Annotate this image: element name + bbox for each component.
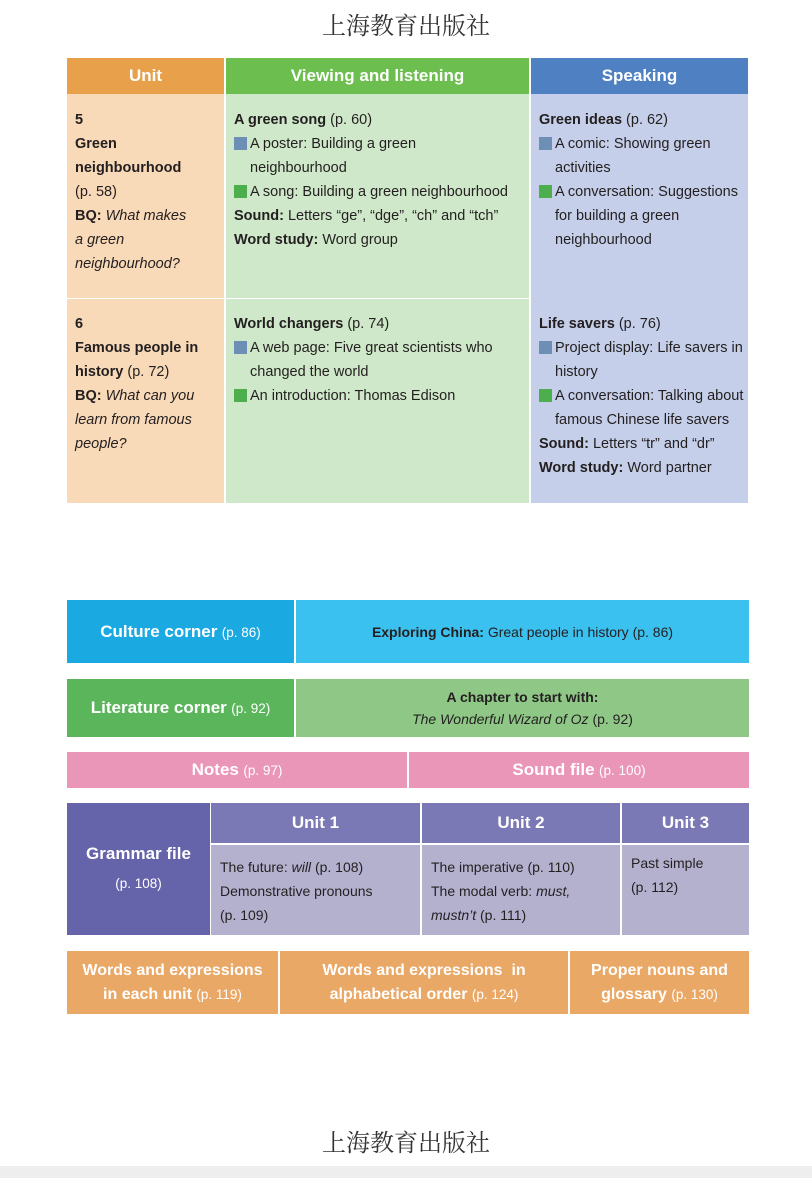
- speaking-header: Speaking: [531, 58, 748, 94]
- viewing-title: World changers: [234, 316, 344, 332]
- bq-label: BQ:: [75, 208, 102, 224]
- unit-number: 5: [75, 112, 84, 128]
- unit-page: (p. 72): [127, 364, 170, 380]
- unit-title: Famous people in history: [75, 340, 199, 380]
- viewing-page: (p. 74): [347, 316, 390, 332]
- speaking-title: Green ideas: [539, 112, 623, 128]
- speaking-page: (p. 62): [626, 112, 668, 128]
- proper-nouns-glossary: Proper nouns and glossary (p. 130): [570, 951, 749, 1014]
- word-study-label: Word study:: [539, 460, 624, 476]
- sound-text: Letters “ge”, “dge”, “ch” and “tch”: [287, 208, 499, 224]
- grammar-unit3-cell: Past simple (p. 112): [622, 845, 749, 935]
- grammar-unit1-header: Unit 1: [211, 803, 420, 843]
- sound-file-label: Sound file (p. 100): [409, 752, 749, 788]
- speaking-item: A conversation: Suggestions for building a green neighbourhood: [539, 180, 755, 252]
- viewing-item: A web page: Five great scientists who changed the world: [234, 336, 530, 384]
- culture-corner-detail: Exploring China: Great people in history (p. 86): [296, 600, 749, 663]
- speaking-page: (p. 76): [618, 316, 661, 332]
- grammar-unit3-header: Unit 3: [622, 803, 749, 843]
- unit-header: Unit: [67, 58, 224, 94]
- unit-title: Green neighbourhood: [75, 136, 182, 176]
- speaking-item: A comic: Showing green activities: [539, 132, 740, 180]
- green-square-icon: [234, 185, 247, 198]
- viewing-title: A green song: [234, 112, 327, 128]
- grammar-unit2-cell: The imperative (p. 110) The modal verb: must, mustn’t (p. 111): [422, 845, 620, 935]
- green-square-icon: [539, 389, 552, 402]
- bq-label: BQ:: [75, 388, 102, 404]
- literature-corner-detail: A chapter to start with: The Wonderful Wizard of Oz (p. 92): [296, 679, 749, 737]
- viewing-header: Viewing and listening: [226, 58, 529, 94]
- publisher-footer: 上海教育出版社: [322, 1129, 490, 1157]
- culture-corner-label: Culture corner (p. 86): [67, 600, 294, 663]
- unit-5-cell: [67, 100, 224, 284]
- bottom-band: [0, 1166, 812, 1178]
- sound-label: Sound:: [539, 436, 589, 452]
- word-study-text: Word partner: [627, 460, 712, 476]
- publisher-header: 上海教育出版社: [322, 12, 490, 40]
- literature-corner-label: Literature corner (p. 92): [67, 679, 294, 737]
- blue-square-icon: [539, 137, 552, 150]
- word-study-text: Word group: [322, 232, 398, 248]
- viewing-item: A poster: Building a green neighbourhood: [234, 132, 480, 180]
- bq-text: What can you learn from famous people?: [75, 388, 195, 452]
- grammar-unit1-cell: The future: will (p. 108) Demonstrative pronouns (p. 109): [211, 845, 420, 935]
- viewing-item: A song: Building a green neighbourhood: [234, 180, 521, 204]
- words-in-each-unit: Words and expressions in each unit (p. 119): [67, 951, 278, 1014]
- viewing-unit-6-cell: [226, 304, 529, 416]
- speaking-item: A conversation: Talking about famous Chinese life savers: [539, 384, 755, 432]
- viewing-page: (p. 60): [330, 112, 373, 128]
- sound-text: Letters “tr” and “dr”: [592, 436, 715, 452]
- viewing-item: An introduction: Thomas Edison: [234, 384, 521, 408]
- speaking-unit-5-cell: [531, 100, 748, 260]
- grammar-unit2-header: Unit 2: [422, 803, 620, 843]
- word-study-label: Word study:: [234, 232, 319, 248]
- unit-page: (p. 58): [75, 184, 117, 200]
- viewing-unit-5-cell: [226, 100, 529, 260]
- bq-text: What makes a green neighbourhood?: [75, 208, 187, 272]
- speaking-item: Project display: Life savers in history: [539, 336, 755, 384]
- sound-label: Sound:: [234, 208, 284, 224]
- blue-square-icon: [539, 341, 552, 354]
- green-square-icon: [539, 185, 552, 198]
- words-alphabetical-order: Words and expressions in alphabetical order (p. 124): [280, 951, 568, 1014]
- speaking-unit-6-cell: [531, 304, 748, 488]
- contents-table: [67, 58, 748, 503]
- grammar-file-label: Grammar file (p. 108): [67, 803, 210, 935]
- blue-square-icon: [234, 341, 247, 354]
- unit-6-cell: [67, 304, 224, 464]
- green-square-icon: [234, 389, 247, 402]
- speaking-title: Life savers: [539, 316, 615, 332]
- unit-number: 6: [75, 316, 84, 332]
- blue-square-icon: [234, 137, 247, 150]
- notes-label: Notes (p. 97): [67, 752, 407, 788]
